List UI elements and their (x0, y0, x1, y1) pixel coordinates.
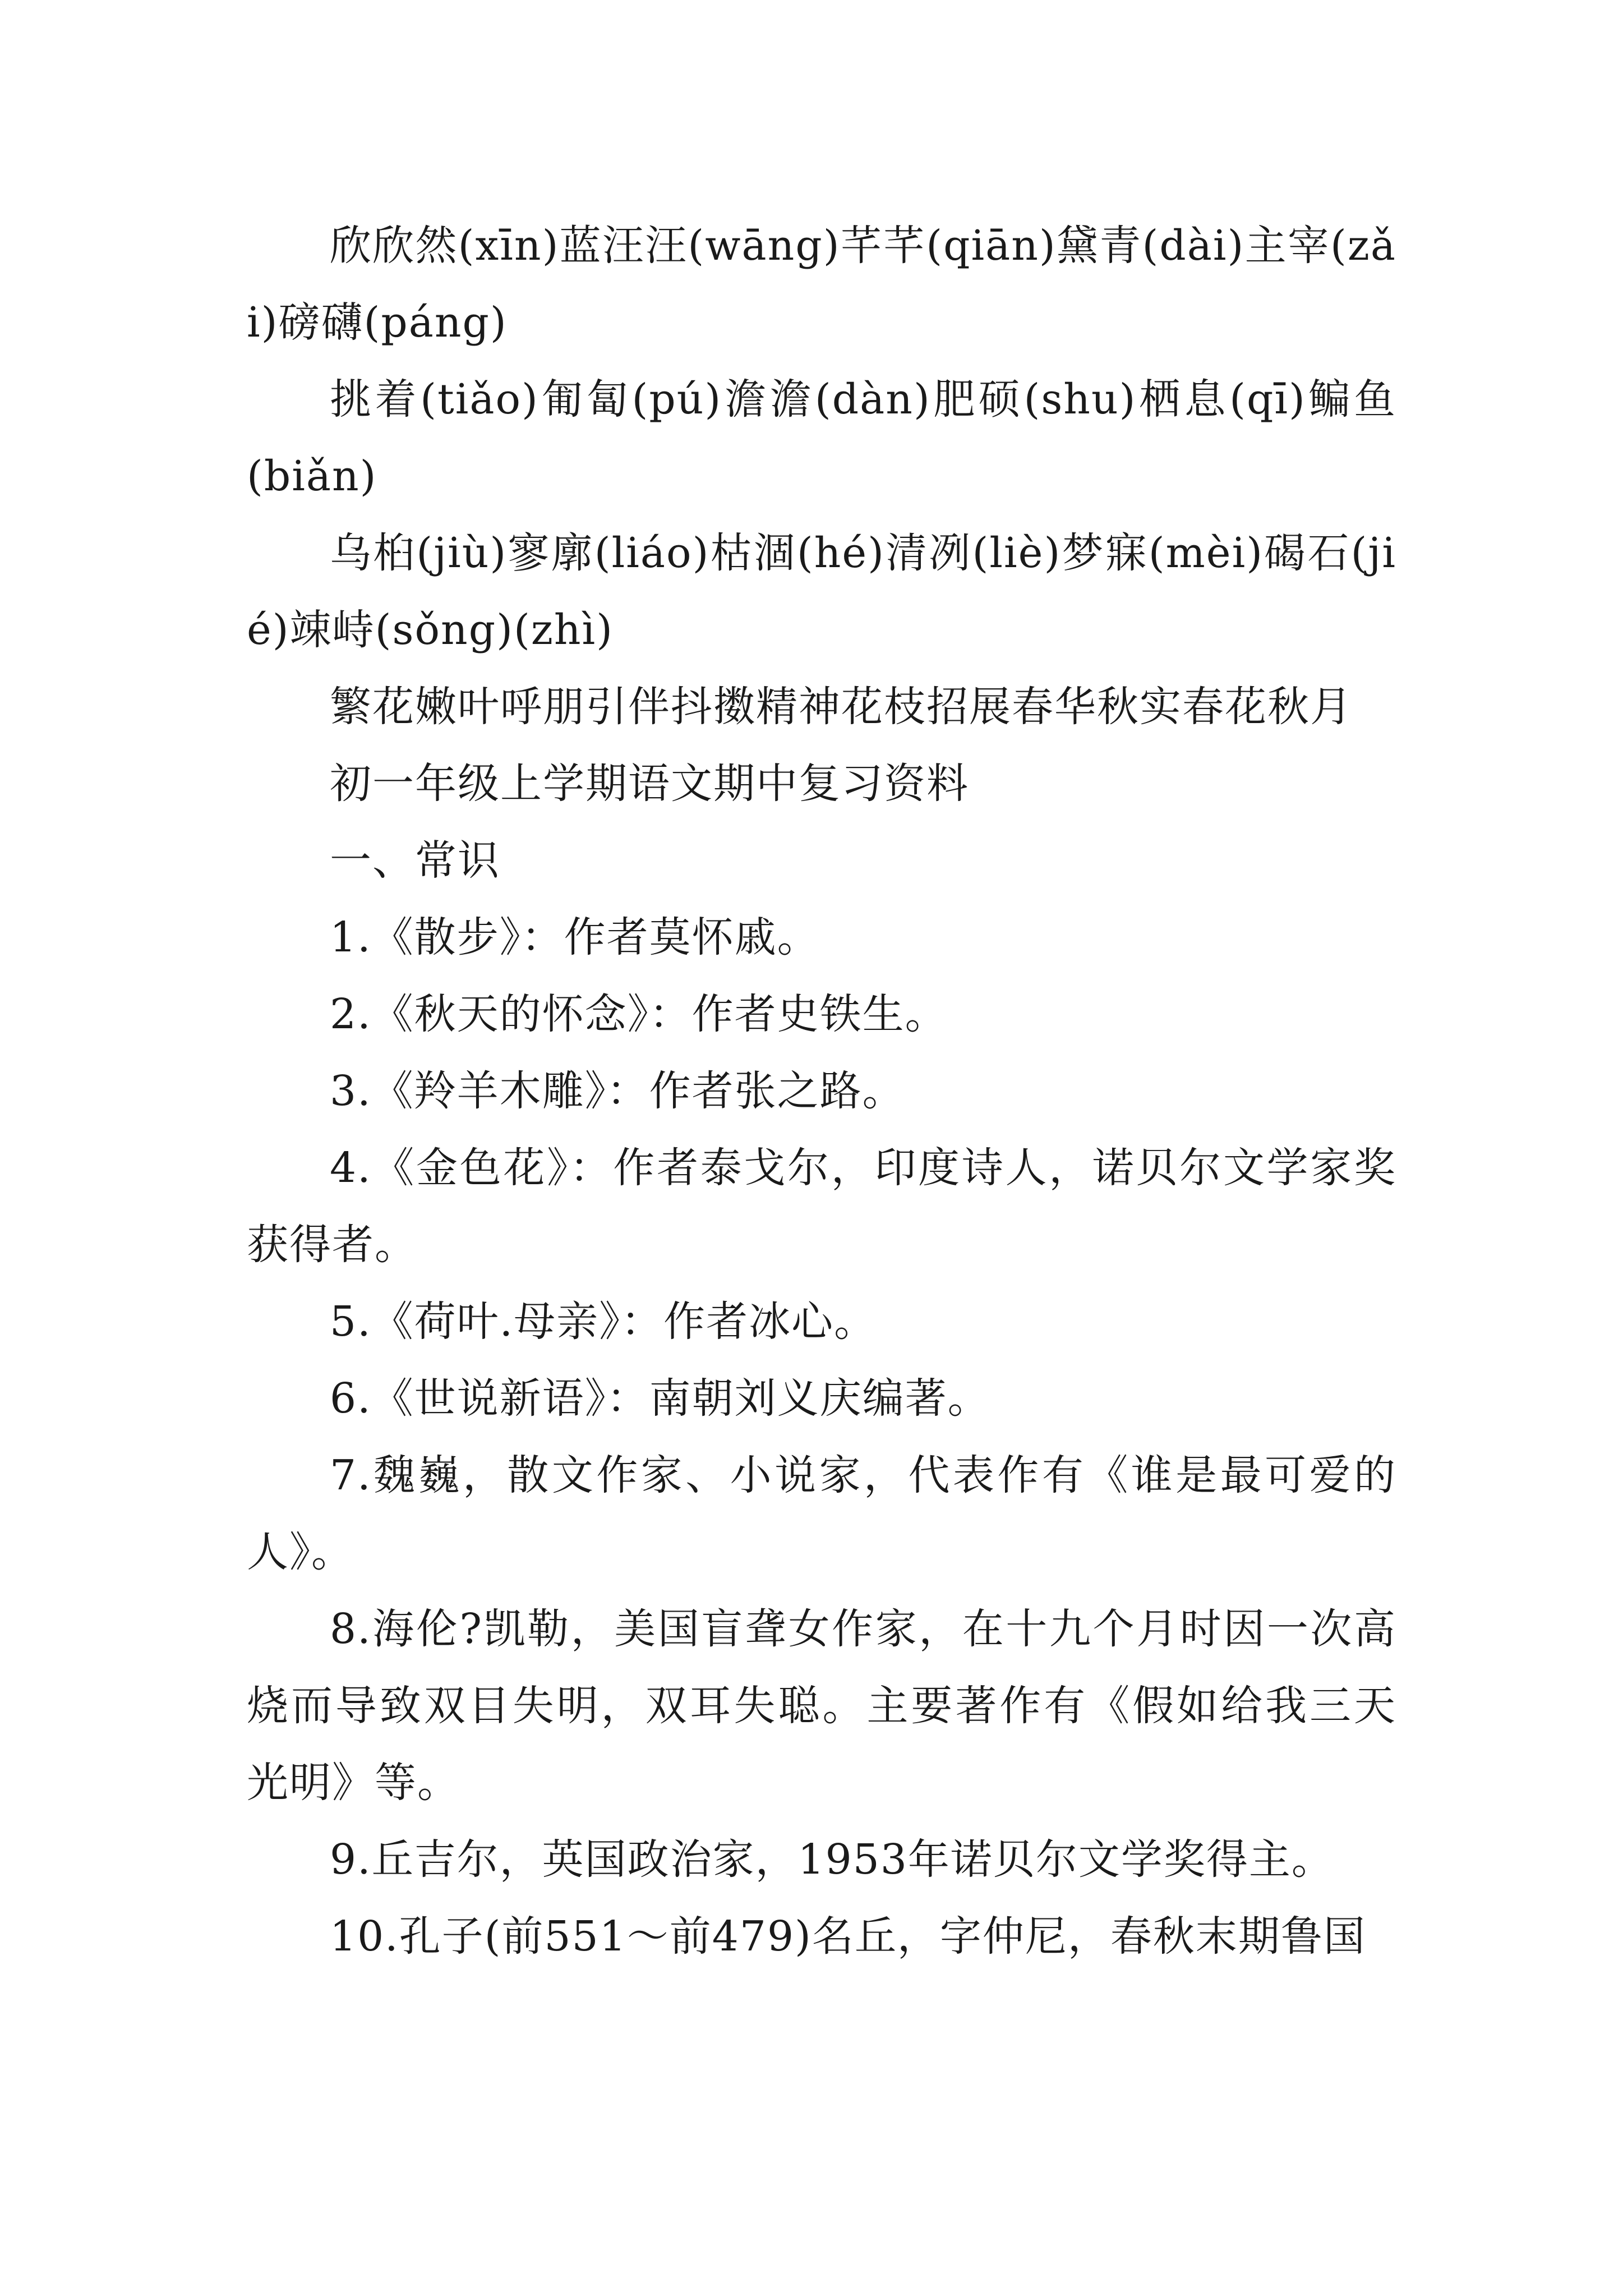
knowledge-item-1: 1.《散步》：作者莫怀戚。 (330, 913, 820, 961)
knowledge-item-3: 3.《羚羊木雕》：作者张之路。 (330, 1067, 905, 1115)
knowledge-item-2: 2.《秋天的怀念》：作者史铁生。 (330, 990, 948, 1038)
knowledge-item-10: 10.孔子(前551～前479)名丘，字仲尼，春秋末期鲁国 (330, 1912, 1366, 1961)
section-heading-common-knowledge: 一、常识 (330, 836, 500, 885)
knowledge-item-9: 9.丘吉尔，英国政治家，1953年诺贝尔文学奖得主。 (330, 1835, 1334, 1884)
knowledge-item-7: 7.魏巍，散文作家、小说家，代表作有《谁是最可爱的人》。 (247, 1451, 1396, 1576)
pinyin-paragraph-1: 欣欣然(xīn)蓝汪汪(wāng)芊芊(qiān)黛青(dài)主宰(zǎi)磅礴(páng) (247, 222, 1396, 347)
document-body (247, 208, 1396, 1975)
knowledge-item-6: 6.《世说新语》：南朝刘义庆编著。 (330, 1374, 990, 1423)
knowledge-item-8: 8.海伦?凯勒，美国盲聋女作家，在十九个月时因一次高烧而导致双目失明，双耳失聪。主要著作有《假如给我三天光明》等。 (247, 1605, 1396, 1807)
pinyin-paragraph-3: 乌桕(jiù)寥廓(liáo)枯涸(hé)清冽(liè)梦寐(mèi)碣石(jié)竦峙(sǒng)(zhì) (247, 529, 1396, 654)
knowledge-item-4: 4.《金色花》：作者泰戈尔，印度诗人，诺贝尔文学家奖获得者。 (247, 1144, 1396, 1269)
idiom-paragraph: 繁花嫩叶呼朋引伴抖擞精神花枝招展春华秋实春花秋月 (330, 683, 1353, 731)
pinyin-paragraph-2: 挑着(tiǎo)匍匐(pú)澹澹(dàn)肥硕(shu)栖息(qī)鳊鱼(biǎn) (247, 375, 1396, 500)
knowledge-item-5: 5.《荷叶.母亲》：作者冰心。 (330, 1297, 877, 1346)
section-title: 初一年级上学期语文期中复习资料 (330, 760, 969, 808)
